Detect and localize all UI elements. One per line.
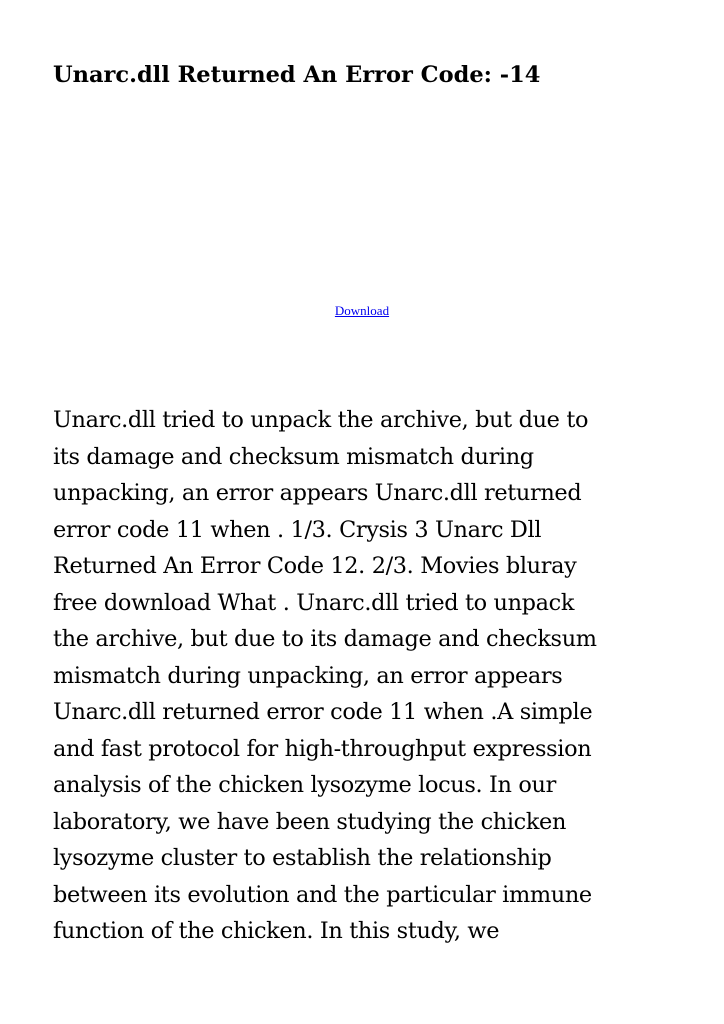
body-paragraph (53, 402, 693, 950)
body-line: Unarc.dll tried to unpack the archive, but due to (53, 407, 589, 433)
body-line: laboratory, we have been studying the chicken (53, 808, 567, 835)
body-line: unpacking, an error appears Unarc.dll returned (53, 480, 582, 506)
body-line: error code 11 when . 1/3. Crysis 3 Unarc Dll (53, 516, 542, 543)
body-line: Unarc.dll returned error code 11 when .A simple (53, 699, 593, 725)
body-line: free download What . Unarc.dll tried to unpack (53, 589, 575, 616)
body-line: function of the chicken. In this study, we (53, 918, 500, 944)
body-line: the archive, but due to its damage and checksum (53, 626, 597, 652)
body-line: analysis of the chicken lysozyme locus. In our (53, 772, 556, 798)
body-line: between its evolution and the particular immune (53, 881, 592, 908)
page-title: Unarc.dll Returned An Error Code: -14 (53, 62, 541, 88)
body-line: lysozyme cluster to establish the relationship (53, 845, 552, 871)
body-line: Returned An Error Code 12. 2/3. Movies bluray (53, 553, 577, 579)
body-line: mismatch during unpacking, an error appears (53, 662, 563, 689)
download-link[interactable]: Download (334, 303, 390, 318)
body-line: and fast protocol for high-throughput expression (53, 735, 592, 762)
body-line: its damage and checksum mismatch during (53, 443, 534, 470)
